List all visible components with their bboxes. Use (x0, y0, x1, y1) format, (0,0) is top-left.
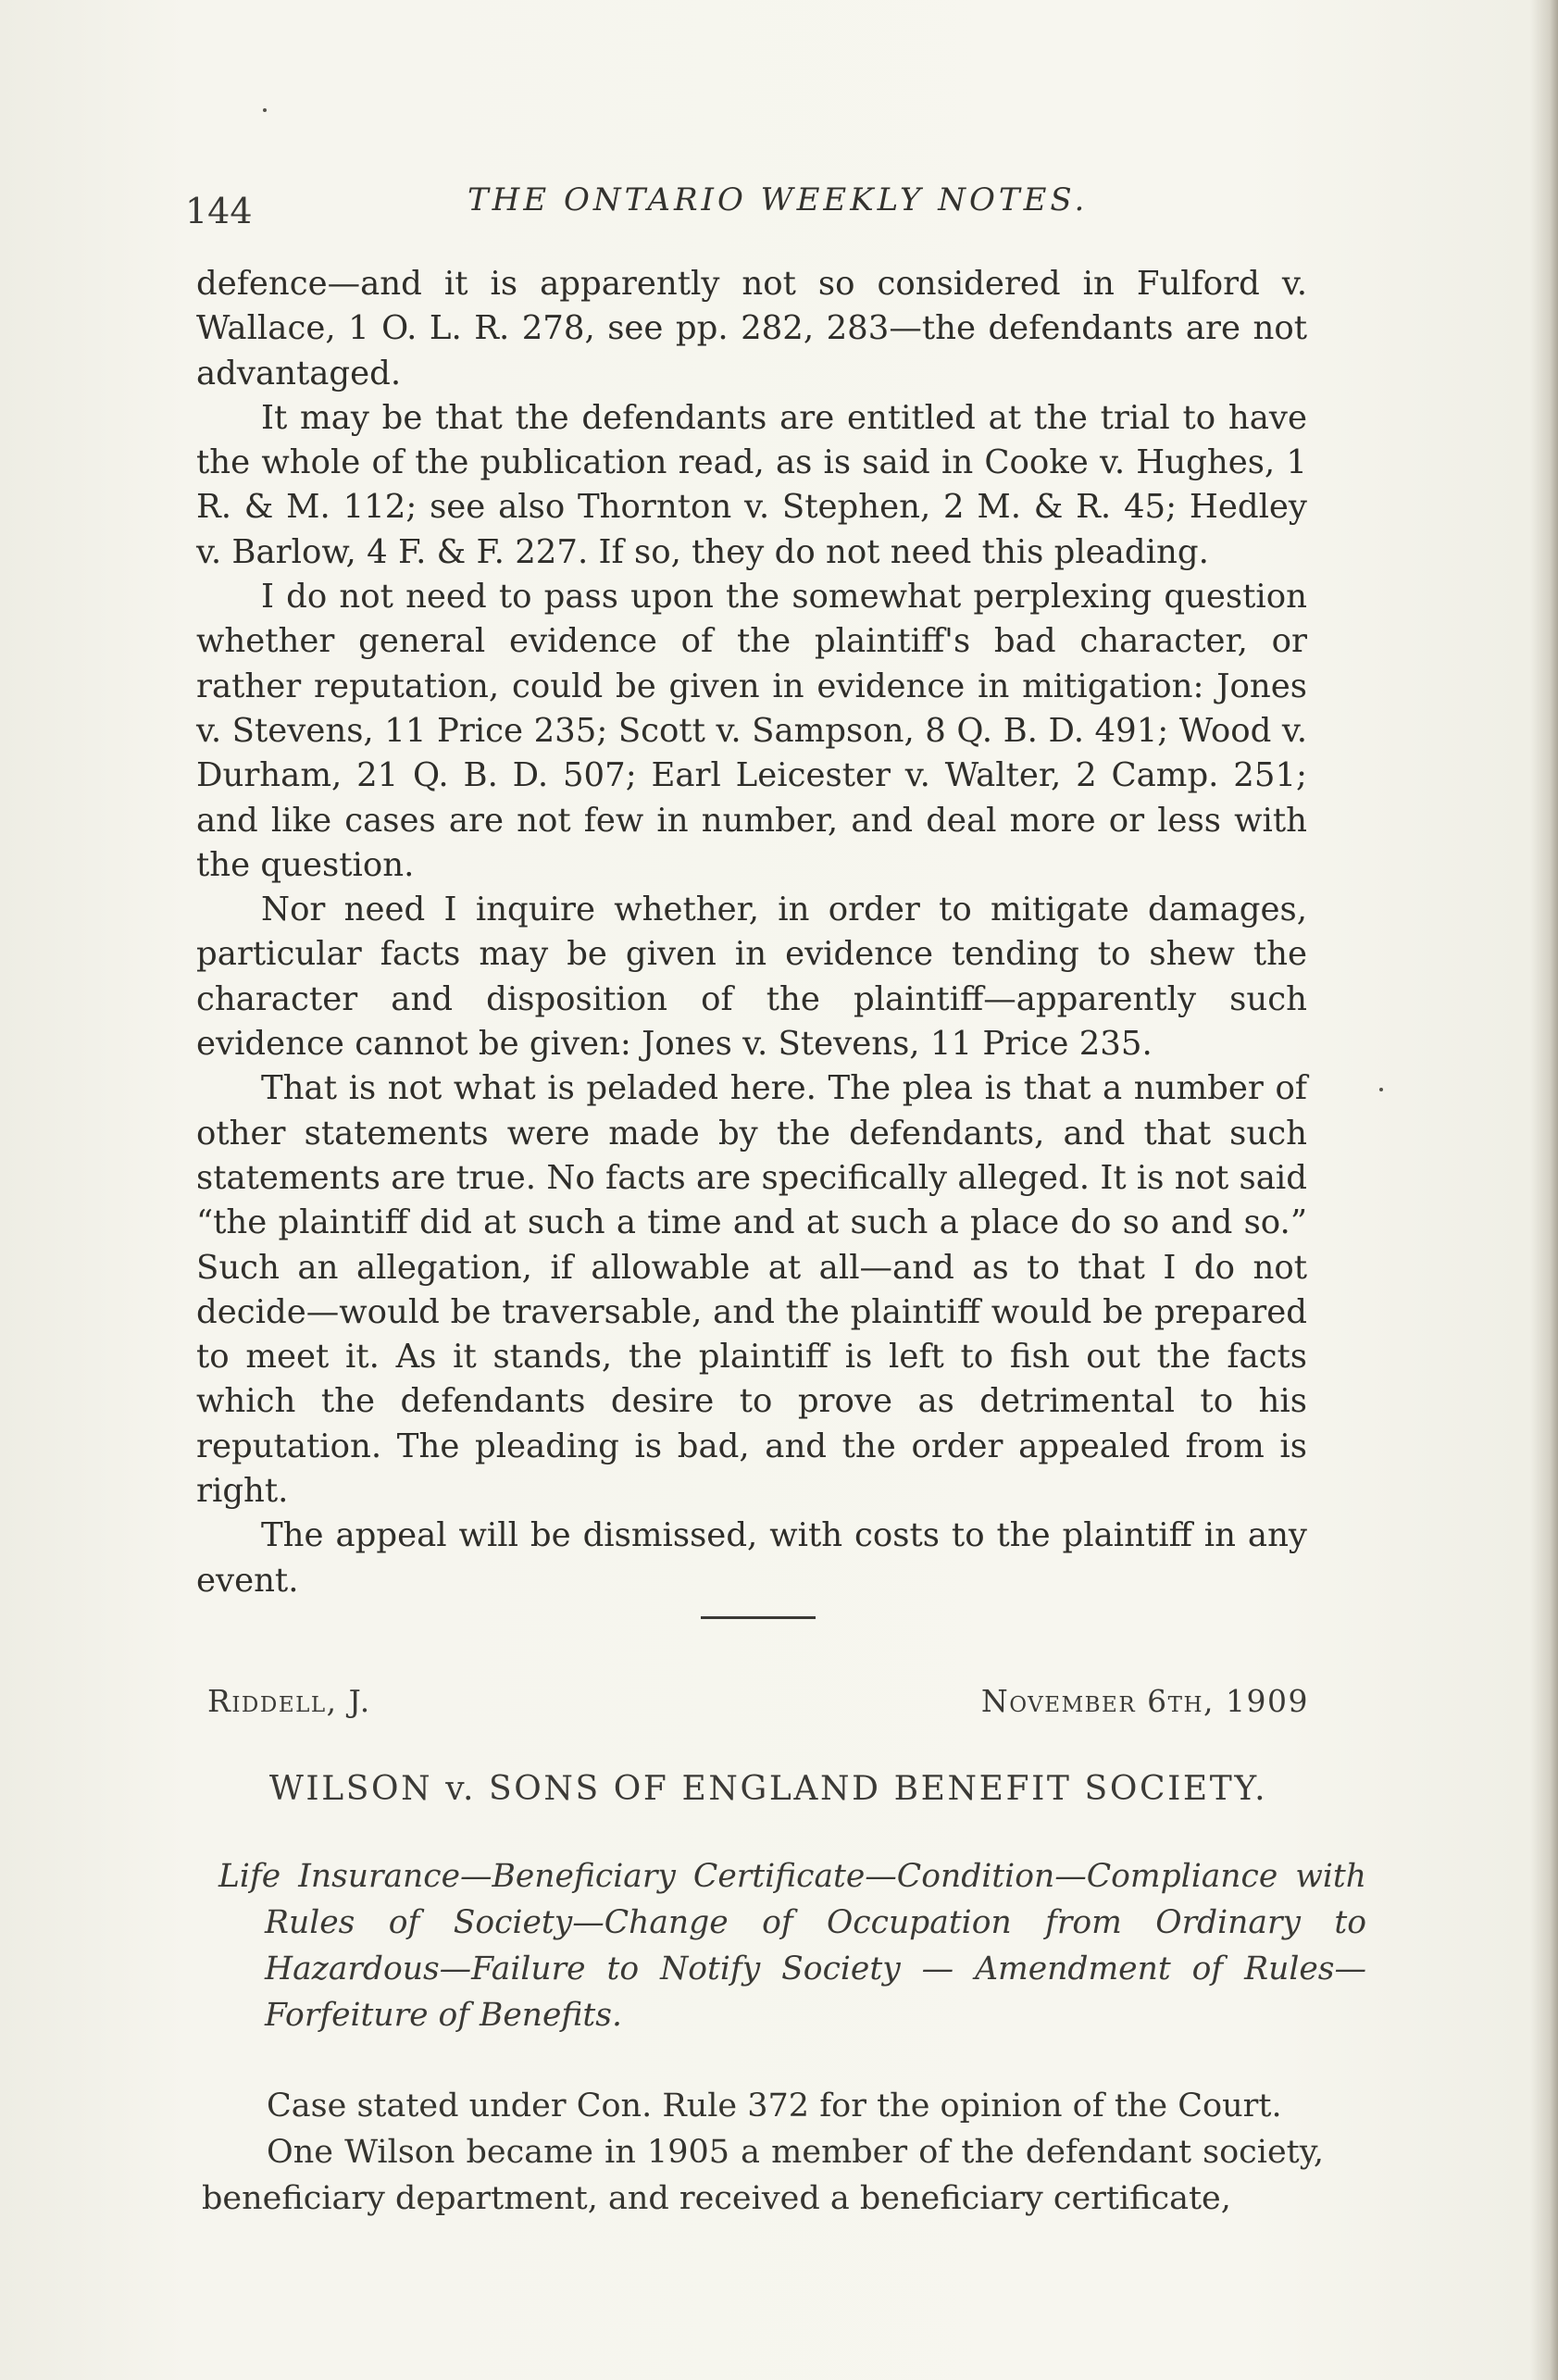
facts-paragraph: One Wilson became in 1905 a member of the defendant society, beneficiary department, and received a beneficiary certificate, (202, 2134, 1324, 2217)
page-number: 144 (185, 191, 253, 231)
paper-speck (1379, 1088, 1383, 1091)
body-paragraph: Nor need I inquire whether, in order to mitigate damages, particular facts may be given in evidence tending to shew the character and disposition of the plaintiff—apparently such evidence cannot be given: Jones v. Stevens, 11 Price 235. (196, 891, 1307, 1064)
body-paragraph: I do not need to pass upon the somewhat perplexing question whether general evidence of the plaintiff's bad character, or rather reputation, could be given in evidence in mitigation: Jones v. Stevens, 11 Price 235; Scott v. Sampson, 8 Q. B. D. 491; Wood v. Durham, 21 Q. B. D. 507; Earl Leicester v. Walter, 2 Camp. 251; and like cases are not few in number, and deal more or less with the question. (196, 578, 1307, 884)
judgment-date: November 6th, 1909 (980, 1683, 1309, 1719)
paper-speck (263, 108, 267, 112)
body-paragraph: The appeal will be dismissed, with costs to the plaintiff in any event. (196, 1516, 1307, 1600)
page-header (185, 178, 1324, 243)
case-headnote: Life Insurance—Beneficiary Certificate—Condition—Compliance with Rules of Society—Change of Occupation from Ordinary to Hazardous—Failure to Notify Society — Amendment of Rules—Forfeiture of Benefits. (218, 1858, 1366, 2034)
judgment-body (196, 262, 1307, 1603)
body-paragraph: defence—and it is apparently not so considered in Fulford v. Wallace, 1 O. L. R. 278, see pp. 282, 283—the defendants are not advantaged. (196, 265, 1307, 393)
body-paragraph: It may be that the defendants are entitled at the trial to have the whole of the publication read, as is said in Cooke v. Hughes, 1 R. & M. 112; see also Thornton v. Stephen, 2 M. & R. 45; Hedley v. Barlow, 4 F. & F. 227. If so, they do not need this pleading. (196, 398, 1307, 571)
case-title: WILSON v. SONS OF ENGLAND BENEFIT SOCIETY. (268, 1770, 1268, 1808)
case-facts (202, 2083, 1324, 2222)
judge-name: Riddell, J. (207, 1683, 371, 1719)
body-paragraph: That is not what is peladed here. The plea is that a number of other statements were made by the defendants, and that such statements are true. No facts are specifically alleged. It is not said “the plaintiff did at such a time and at such a place do so and so.” Such an allegation, if allowable at all—and as to that I do not decide—would be traversable, and the plaintiff would be prepared to meet it. As it stands, the plaintiff is left to fish out the facts which the defendants desire to prove as detrimental to his reputation. The pleading is bad, and the order appealed from is right. (196, 1069, 1307, 1511)
section-divider (701, 1616, 816, 1619)
facts-paragraph: Case stated under Con. Rule 372 for the opinion of the Court. (267, 2087, 1282, 2125)
page-gutter-shadow (1530, 0, 1558, 2380)
running-head: THE ONTARIO WEEKLY NOTES. (467, 181, 1089, 218)
case-judge-date-line (207, 1683, 1309, 1729)
